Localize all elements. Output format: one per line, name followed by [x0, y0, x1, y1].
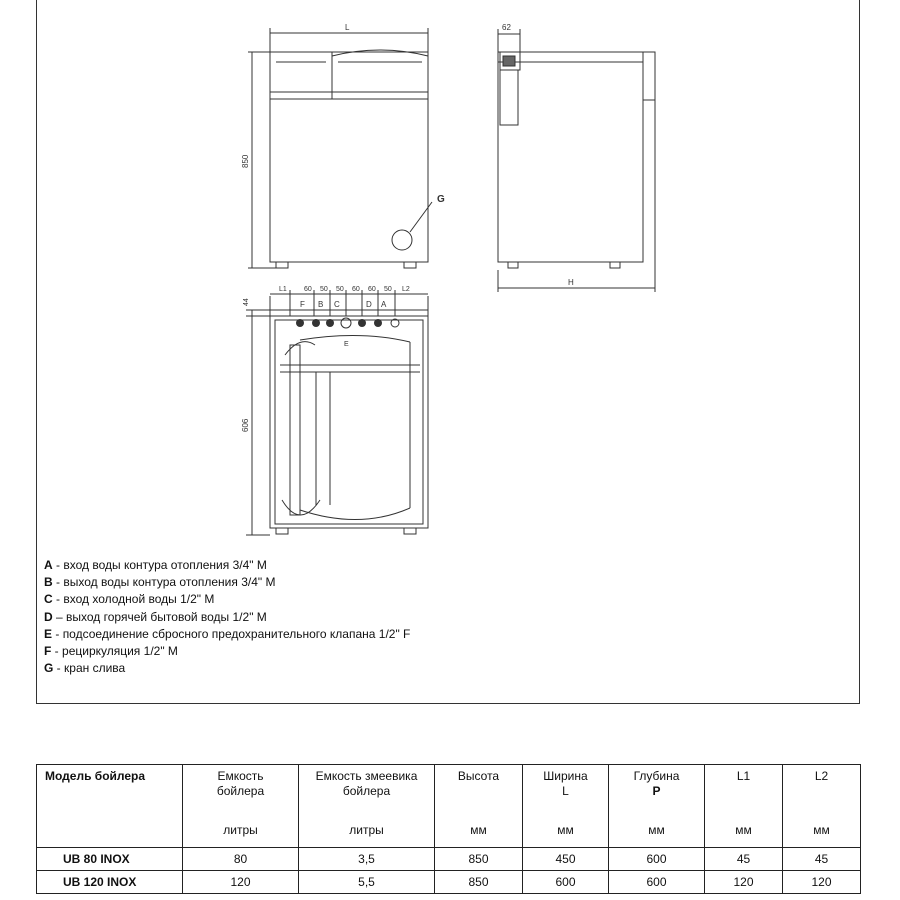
- conn-c: C: [334, 300, 340, 309]
- dim-50-b: 50: [336, 286, 344, 293]
- dim-l1: L1: [279, 286, 287, 293]
- header-cell: L2 мм: [783, 765, 861, 848]
- table-row: [37, 870, 861, 893]
- header-cell: Емкость бойлера литры: [183, 765, 299, 848]
- dim-label-h: H: [568, 278, 574, 287]
- dim-60-c: 60: [368, 286, 376, 293]
- side-view: [498, 29, 655, 292]
- table-cell: 600: [609, 847, 705, 870]
- legend-item: A - вход воды контура отопления 3/4" M: [44, 558, 267, 572]
- header-cell: Ширина L мм: [523, 765, 609, 848]
- table-cell: 45: [705, 847, 783, 870]
- front-view: [248, 28, 432, 268]
- table-cell: 45: [783, 847, 861, 870]
- table-cell: 850: [435, 847, 523, 870]
- cell-model: UB 80 INOX: [37, 847, 183, 870]
- table-row: [37, 847, 861, 870]
- legend-item: E - подсоединение сбросного предохранительного клапана 1/2" F: [44, 626, 411, 641]
- legend-item: C - вход холодной воды 1/2" M: [44, 592, 215, 607]
- legend-item: G - кран слива: [44, 661, 126, 676]
- header-cell: Глубина P мм: [609, 765, 705, 848]
- conn-f: F: [300, 300, 305, 309]
- table-cell: 120: [705, 870, 783, 893]
- table-cell: 850: [435, 870, 523, 893]
- table-cell: 5,5: [299, 870, 435, 893]
- table-cell: 120: [183, 870, 299, 893]
- boiler-spec-table: [36, 764, 861, 894]
- cell-model: UB 120 INOX: [37, 870, 183, 893]
- table-cell: 120: [783, 870, 861, 893]
- legend-item: B - выход воды контура отопления 3/4" M: [44, 575, 276, 590]
- connections-legend: [44, 557, 410, 677]
- conn-d: D: [366, 300, 372, 309]
- legend-item: F - рециркуляция 1/2" M: [44, 644, 178, 659]
- header-cell: Модель бойлера: [37, 765, 183, 848]
- table-cell: 3,5: [299, 847, 435, 870]
- header-cell: Высота мм: [435, 765, 523, 848]
- dim-label-44: 44: [243, 298, 250, 306]
- legend-item: D – выход горячей бытовой воды 1/2" M: [44, 609, 267, 624]
- dim-50-a: 50: [320, 286, 328, 293]
- dim-label-606: 606: [241, 418, 250, 432]
- dim-60-a: 60: [304, 286, 312, 293]
- label-e: E: [344, 341, 349, 348]
- dim-60-b: 60: [352, 286, 360, 293]
- header-cell: L1 мм: [705, 765, 783, 848]
- header-cell: Емкость змеевика бойлера литры: [299, 765, 435, 848]
- dim-label-62: 62: [502, 23, 511, 32]
- conn-b: B: [318, 300, 324, 309]
- dim-label-l: L: [345, 23, 350, 32]
- table-cell: 600: [609, 870, 705, 893]
- dim-label-850: 850: [241, 154, 250, 168]
- table-cell: 600: [523, 870, 609, 893]
- dim-l2: L2: [402, 286, 410, 293]
- table-header-row: [37, 765, 861, 848]
- drain-valve-g: [392, 230, 412, 250]
- table-cell: 80: [183, 847, 299, 870]
- conn-a: A: [381, 300, 387, 309]
- dim-50-c: 50: [384, 286, 392, 293]
- plan-view: [246, 290, 428, 535]
- table-cell: 450: [523, 847, 609, 870]
- label-g: G: [437, 194, 445, 205]
